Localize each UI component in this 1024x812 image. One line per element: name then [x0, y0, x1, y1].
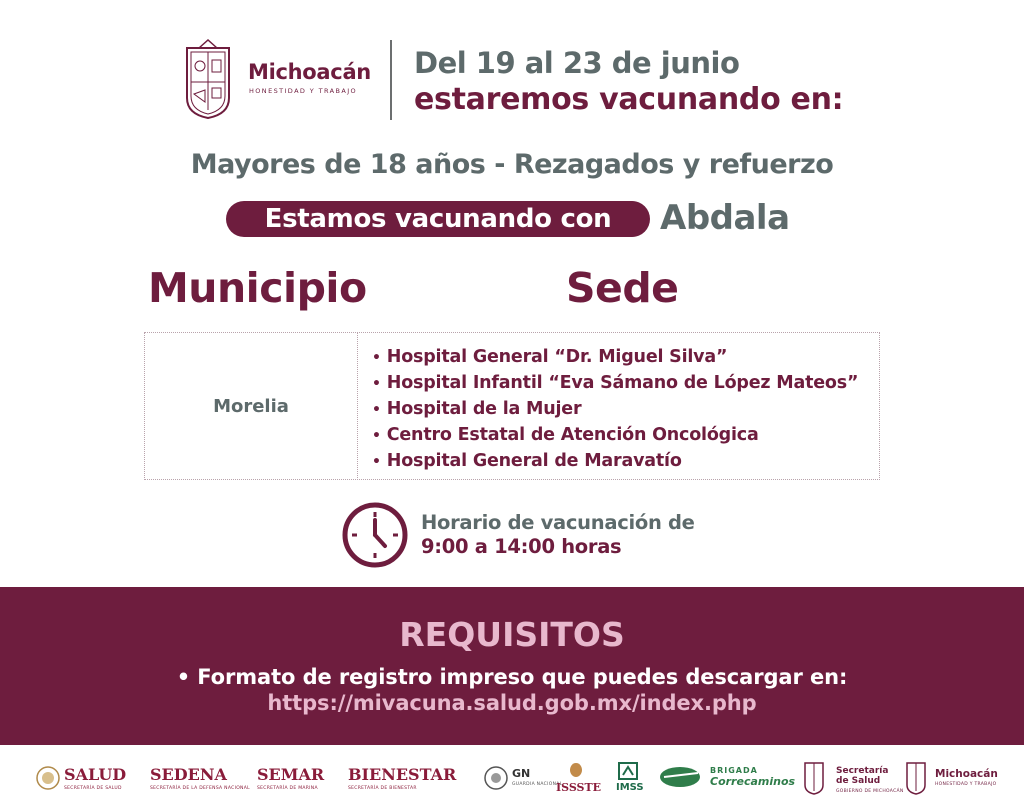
site-list	[372, 345, 858, 475]
requirements-title: REQUISITOS	[399, 615, 625, 654]
bullet-icon: •	[372, 350, 381, 366]
bienestar-sub: SECRETARÍA DE BIENESTAR	[348, 786, 417, 791]
bullet-icon: •	[372, 376, 381, 392]
vaccine-name: Abdala	[660, 198, 790, 238]
salud-logo: SALUD	[64, 765, 127, 784]
bienestar-logo: BIENESTAR	[348, 765, 457, 784]
brand-tagline: HONESTIDAD Y TRABAJO	[249, 87, 358, 95]
requirements-item: • Formato de registro impreso que puedes descargar en:	[176, 665, 848, 689]
secretaria-salud-line1: Secretaría	[836, 766, 889, 776]
michoacan-footer-shield-icon	[905, 759, 927, 795]
requirements-url[interactable]: https://mivacuna.salud.gob.mx/index.php	[267, 691, 757, 715]
site-name: Hospital Infantil “Eva Sámano de López Mateos”	[386, 373, 859, 393]
bullet-icon: •	[372, 428, 381, 444]
salud-sub: SECRETARÍA DE SALUD	[64, 786, 122, 791]
table-divider	[357, 332, 358, 480]
secretaria-salud-line2: de Salud	[836, 776, 881, 786]
bullet-icon: •	[372, 402, 381, 418]
site-name: Centro Estatal de Atención Oncológica	[386, 425, 759, 445]
gn-sub: GUARDIA NACIONAL	[512, 782, 563, 787]
imss-icon	[617, 761, 639, 781]
semar-sub: SECRETARÍA DE MARINA	[257, 786, 318, 791]
clock-icon	[340, 500, 410, 570]
issste-icon	[566, 761, 586, 779]
audience-subtitle: Mayores de 18 años - Rezagados y refuerzo	[190, 149, 834, 180]
list-item	[372, 371, 858, 397]
michoacan-footer-sub: HONESTIDAD Y TRABAJO	[935, 782, 997, 787]
list-item	[372, 423, 858, 449]
secretaria-salud-sub: GOBIERNO DE MICHOACÁN	[836, 789, 904, 794]
brigada-label: BRIGADA	[710, 766, 758, 775]
site-name: Hospital General “Dr. Miguel Silva”	[386, 347, 728, 367]
issste-logo: ISSSTE	[556, 781, 602, 794]
salud-eagle-icon	[36, 766, 60, 790]
site-name: Hospital de la Mujer	[386, 399, 582, 419]
vaccinating-at-heading: estaremos vacunando en:	[414, 82, 844, 117]
michoacan-shield-logo	[181, 38, 235, 120]
brand-name: Michoacán	[248, 60, 371, 84]
imss-logo: IMSS	[616, 782, 644, 793]
schedule-hours: 9:00 a 14:00 horas	[421, 535, 622, 558]
vaccine-pill: Estamos vacunando con	[226, 201, 650, 237]
sedena-logo: SEDENA	[150, 765, 227, 784]
list-item	[372, 449, 858, 475]
bullet-icon: •	[372, 454, 381, 470]
semar-logo: SEMAR	[257, 765, 325, 784]
secretaria-salud-shield-icon	[803, 759, 825, 795]
municipality-name: Morelia	[213, 395, 289, 417]
sedena-sub: SECRETARÍA DE LA DEFENSA NACIONAL	[150, 786, 250, 791]
gn-seal-icon	[484, 766, 508, 790]
date-range: Del 19 al 23 de junio	[414, 46, 740, 80]
gn-logo: GN	[512, 767, 531, 780]
site-name: Hospital General de Maravatío	[386, 451, 682, 471]
schedule-label: Horario de vacunación de	[421, 511, 695, 534]
column-header-sede: Sede	[566, 264, 679, 312]
municipality-cell	[145, 332, 357, 480]
michoacan-footer-logo: Michoacán	[935, 768, 998, 780]
header-divider	[390, 40, 392, 120]
column-header-municipio: Municipio	[148, 264, 367, 312]
correcaminos-label: Correcaminos	[710, 775, 796, 788]
correcaminos-bird-icon	[658, 763, 704, 789]
footer-logos	[0, 745, 1024, 812]
list-item	[372, 345, 858, 371]
list-item	[372, 397, 858, 423]
